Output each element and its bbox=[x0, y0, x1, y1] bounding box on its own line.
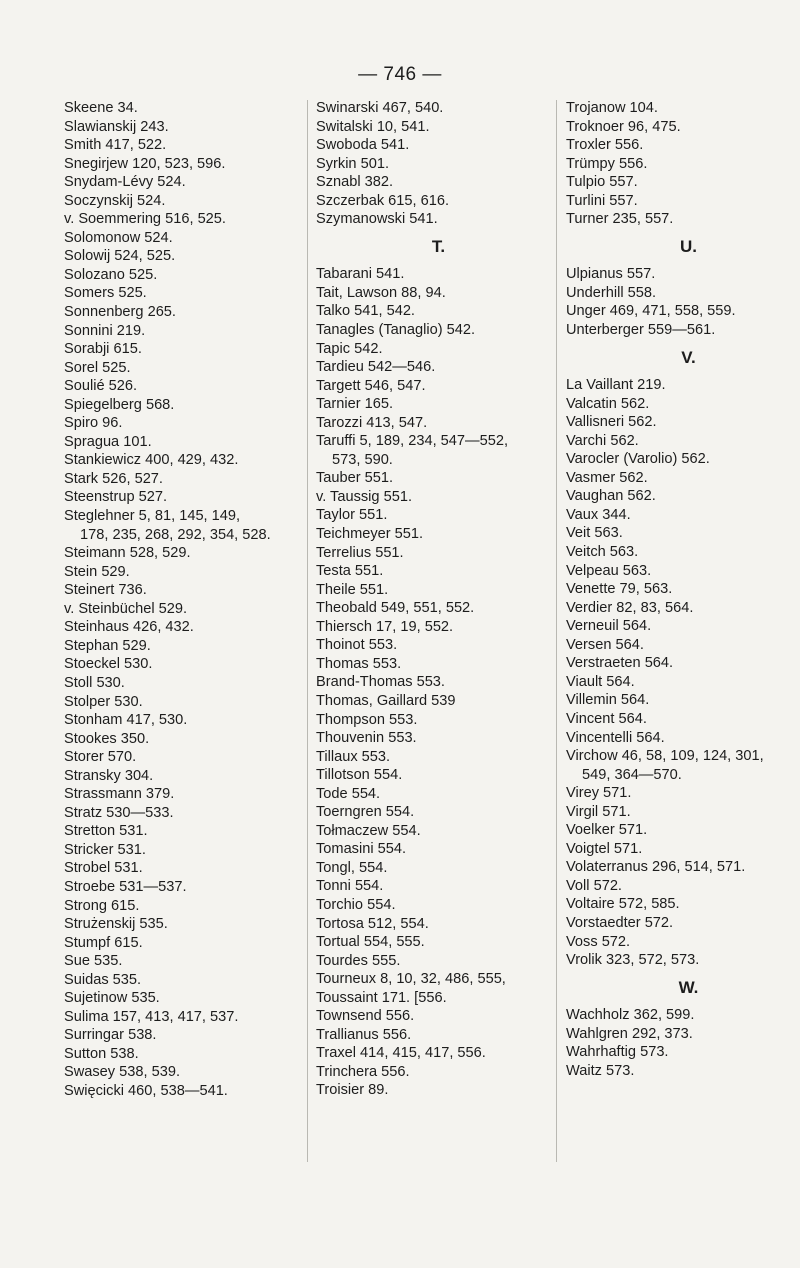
index-entry: Stein 529. bbox=[64, 563, 130, 580]
index-entry: Versen 564. bbox=[566, 636, 644, 653]
index-entry: Stricker 531. bbox=[64, 841, 146, 858]
index-entry: Solomonow 524. bbox=[64, 229, 173, 246]
index-entry: Brand-Thomas 553. bbox=[316, 674, 445, 691]
index-entry: Tait, Lawson 88, 94. bbox=[316, 284, 446, 301]
index-entry: Sujetinow 535. bbox=[64, 990, 160, 1007]
index-entry: Targett 546, 547. bbox=[316, 377, 426, 394]
letter-heading-t: T. bbox=[431, 236, 446, 256]
index-entry: Strong 615. bbox=[64, 897, 140, 914]
index-entry: Sulima 157, 413, 417, 537. bbox=[64, 1008, 239, 1025]
index-entry: Swasey 538, 539. bbox=[64, 1064, 181, 1081]
index-entry: Solowij 524, 525. bbox=[64, 248, 176, 265]
index-entry: Tourdes 555. bbox=[316, 952, 401, 969]
index-entry: Vincent 564. bbox=[566, 710, 647, 727]
index-column-1 bbox=[64, 99, 309, 1101]
index-entry: Stoeckel 530. bbox=[64, 656, 153, 673]
index-entry: Tulpio 557. bbox=[566, 174, 638, 191]
index-entry: Stolper 530. bbox=[64, 693, 143, 710]
index-entry: Trojanow 104. bbox=[566, 100, 658, 116]
index-entry: Sorel 525. bbox=[64, 359, 131, 376]
index-entry: Traxel 414, 415, 417, 556. bbox=[316, 1045, 486, 1062]
index-entry: Underhill 558. bbox=[566, 284, 657, 301]
index-entry: Tillaux 553. bbox=[316, 748, 391, 765]
index-entry: Vaux 344. bbox=[566, 506, 631, 523]
index-entry: Turlini 557. bbox=[566, 192, 638, 209]
index-entry: Storer 570. bbox=[64, 749, 137, 766]
index-entry: Spiro 96. bbox=[64, 415, 123, 432]
index-entry: Talko 541, 542. bbox=[316, 303, 415, 320]
index-entry: Vorstaedter 572. bbox=[566, 914, 674, 931]
index-entry: v. Taussig 551. bbox=[316, 488, 412, 505]
index-entry: Steglehner 5, 81, 145, 149, bbox=[64, 508, 241, 525]
index-entry: Tarozzi 413, 547. bbox=[316, 414, 428, 431]
index-entry: Smith 417, 522. bbox=[64, 137, 167, 154]
index-entry: Varocler (Varolio) 562. bbox=[566, 451, 710, 468]
index-entry: Steenstrup 527. bbox=[64, 489, 168, 506]
index-entry: Vasmer 562. bbox=[566, 469, 648, 486]
index-entry: Veit 563. bbox=[566, 525, 623, 542]
index-entry: Unterberger 559—561. bbox=[566, 322, 716, 339]
index-entry: Thomas, Gaillard 539 bbox=[316, 692, 456, 709]
index-entry: Sonnini 219. bbox=[64, 322, 146, 339]
index-entry: v. Steinbüchel 529. bbox=[64, 600, 188, 617]
index-entry: Sonnenberg 265. bbox=[64, 304, 176, 321]
index-entry: Townsend 556. bbox=[316, 1008, 415, 1025]
index-entry: Stoll 530. bbox=[64, 674, 125, 691]
index-entry: Voelker 571. bbox=[566, 822, 648, 839]
index-entry: Troisier 89. bbox=[316, 1082, 389, 1099]
index-entry: Torchio 554. bbox=[316, 896, 396, 913]
letter-heading-v: V. bbox=[681, 347, 696, 367]
index-entry: Steimann 528, 529. bbox=[64, 545, 191, 562]
letter-heading-w: W. bbox=[678, 977, 699, 997]
index-column-3 bbox=[566, 99, 800, 1080]
index-entry: Terrelius 551. bbox=[316, 544, 404, 561]
index-entry: Thouvenin 553. bbox=[316, 730, 417, 747]
index-entry: Troxler 556. bbox=[566, 137, 644, 154]
index-entry: Stratz 530—533. bbox=[64, 804, 174, 821]
index-column-2 bbox=[316, 99, 561, 1100]
index-entry: Strobel 531. bbox=[64, 860, 143, 877]
index-entry: Spiegelberg 568. bbox=[64, 396, 175, 413]
index-entry: Swinarski 467, 540. bbox=[316, 100, 444, 116]
index-entry: Stonham 417, 530. bbox=[64, 712, 188, 729]
index-entry: Steinert 736. bbox=[64, 582, 147, 599]
index-entry: Tortosa 512, 554. bbox=[316, 915, 429, 932]
index-entry: Skeene 34. bbox=[64, 100, 138, 116]
index-entry: Veitch 563. bbox=[566, 544, 639, 561]
index-entry: Teichmeyer 551. bbox=[316, 526, 424, 543]
index-entry: Unger 469, 471, 558, 559. bbox=[566, 303, 736, 320]
index-entry: Vaughan 562. bbox=[566, 488, 656, 505]
index-entry: Wahrhaftig 573. bbox=[566, 1044, 669, 1061]
index-entry: Tanagles (Tanaglio) 542. bbox=[316, 322, 476, 339]
index-entry: Stretton 531. bbox=[64, 823, 148, 840]
index-entry: Vrolik 323, 572, 573. bbox=[566, 952, 700, 969]
index-entry: Strassmann 379. bbox=[64, 786, 175, 803]
index-entry: Verstraeten 564. bbox=[566, 655, 674, 672]
index-entry: Ulpianus 557. bbox=[566, 266, 656, 283]
index-entry: Tauber 551. bbox=[316, 470, 394, 487]
index-entry: Theobald 549, 551, 552. bbox=[316, 600, 475, 617]
index-entry: Toerngren 554. bbox=[316, 804, 415, 821]
index-entry: Swięcicki 460, 538—541. bbox=[64, 1082, 228, 1099]
index-entry: 549, 364—570. bbox=[582, 766, 682, 783]
index-entry: Troknoer 96, 475. bbox=[566, 118, 681, 135]
index-entry: 178, 235, 268, 292, 354, 528. bbox=[80, 526, 271, 543]
index-entry: Voss 572. bbox=[566, 933, 631, 950]
index-entry: Tongl, 554. bbox=[316, 859, 388, 876]
index-entry: Tillotson 554. bbox=[316, 767, 403, 784]
index-entry: Suidas 535. bbox=[64, 971, 142, 988]
index-entry: Viault 564. bbox=[566, 673, 635, 690]
index-entry: Wahlgren 292, 373. bbox=[566, 1025, 693, 1042]
index-entry: Stransky 304. bbox=[64, 767, 154, 784]
index-entry: Strużenskij 535. bbox=[64, 916, 168, 933]
index-entry: Villemin 564. bbox=[566, 692, 650, 709]
index-entry: Voll 572. bbox=[566, 877, 622, 894]
index-entry: Soczynskij 524. bbox=[64, 192, 166, 209]
index-entry: Switalski 10, 541. bbox=[316, 118, 430, 135]
index-entry: Sue 535. bbox=[64, 953, 123, 970]
letter-heading-u: U. bbox=[680, 236, 697, 256]
index-entry: Sutton 538. bbox=[64, 1045, 139, 1062]
index-entry: Swoboda 541. bbox=[316, 137, 410, 154]
index-entry: Thompson 553. bbox=[316, 711, 418, 728]
index-entry: Stephan 529. bbox=[64, 637, 151, 654]
index-entry: Vincentelli 564. bbox=[566, 729, 665, 746]
index-entry: Venette 79, 563. bbox=[566, 581, 673, 598]
index-entry: Tołmaczew 554. bbox=[316, 822, 421, 839]
index-entry: Tode 554. bbox=[316, 785, 381, 802]
index-entry: Tardieu 542—546. bbox=[316, 359, 436, 376]
index-entry: Surringar 538. bbox=[64, 1027, 157, 1044]
index-entry: Tonni 554. bbox=[316, 878, 384, 895]
index-entry: Voigtel 571. bbox=[566, 840, 643, 857]
index-entry: Theile 551. bbox=[316, 581, 389, 598]
index-entry: Szymanowski 541. bbox=[316, 211, 438, 228]
index-entry: Virgil 571. bbox=[566, 803, 631, 820]
index-entry: Voltaire 572, 585. bbox=[566, 896, 680, 913]
index-entry: Thoinot 553. bbox=[316, 637, 398, 654]
index-entry: Varchi 562. bbox=[566, 432, 639, 449]
index-entry: Sorabji 615. bbox=[64, 341, 142, 358]
index-entry: Vallisneri 562. bbox=[566, 414, 657, 431]
index-entry: Somers 525. bbox=[64, 285, 147, 302]
index-entry: Syrkin 501. bbox=[316, 155, 390, 172]
index-entry: Tomasini 554. bbox=[316, 841, 407, 858]
index-entry: 573, 590. bbox=[332, 451, 393, 468]
index-entry: Taylor 551. bbox=[316, 507, 388, 524]
index-entry: Steinhaus 426, 432. bbox=[64, 619, 194, 636]
index-entry: Stumpf 615. bbox=[64, 934, 143, 951]
page-number: — 746 — bbox=[358, 64, 442, 85]
index-entry: Trinchera 556. bbox=[316, 1063, 410, 1080]
index-entry: Stroebe 531—537. bbox=[64, 878, 187, 895]
index-entry: Thiersch 17, 19, 552. bbox=[316, 618, 454, 635]
index-entry: Taruffi 5, 189, 234, 547—552, bbox=[316, 433, 509, 450]
index-entry: Tourneux 8, 10, 32, 486, 555, bbox=[316, 971, 506, 988]
index-entry: Stookes 350. bbox=[64, 730, 150, 747]
index-entry: Trümpy 556. bbox=[566, 155, 648, 172]
index-entry: Tortual 554, 555. bbox=[316, 934, 425, 951]
index-entry: Trallianus 556. bbox=[316, 1026, 412, 1043]
index-entry: Spragua 101. bbox=[64, 433, 152, 450]
index-entry: Velpeau 563. bbox=[566, 562, 652, 579]
index-entry: Solozano 525. bbox=[64, 266, 158, 283]
index-entry: v. Soemmering 516, 525. bbox=[64, 211, 226, 228]
index-entry: Verneuil 564. bbox=[566, 618, 652, 635]
index-entry: Sznabl 382. bbox=[316, 174, 394, 191]
index-entry: Stankiewicz 400, 429, 432. bbox=[64, 452, 239, 469]
index-entry: La Vaillant 219. bbox=[566, 377, 666, 394]
index-entry: Snegirjew 120, 523, 596. bbox=[64, 155, 226, 172]
index-entry: Valcatin 562. bbox=[566, 395, 650, 412]
index-entry: Tapic 542. bbox=[316, 340, 383, 357]
index-entry: Virey 571. bbox=[566, 785, 632, 802]
index-entry: Tarnier 165. bbox=[316, 396, 394, 413]
index-entry: Tabarani 541. bbox=[316, 266, 405, 283]
index-entry: Waitz 573. bbox=[566, 1062, 635, 1079]
index-entry: Testa 551. bbox=[316, 563, 384, 580]
index-entry: Stark 526, 527. bbox=[64, 470, 163, 487]
index-entry: Turner 235, 557. bbox=[566, 211, 674, 228]
index-entry: Szczerbak 615, 616. bbox=[316, 192, 450, 209]
index-entry: Thomas 553. bbox=[316, 655, 402, 672]
index-entry: Verdier 82, 83, 564. bbox=[566, 599, 694, 616]
index-entry: Slawianskij 243. bbox=[64, 118, 169, 135]
index-entry: Volaterranus 296, 514, 571. bbox=[566, 859, 746, 876]
index-entry: Virchow 46, 58, 109, 124, 301, bbox=[566, 748, 764, 765]
index-entry: Snydam-Lévy 524. bbox=[64, 174, 186, 191]
index-entry: Wachholz 362, 599. bbox=[566, 1007, 695, 1024]
index-entry: Toussaint 171. [556. bbox=[316, 989, 447, 1006]
index-entry: Soulié 526. bbox=[64, 378, 138, 395]
